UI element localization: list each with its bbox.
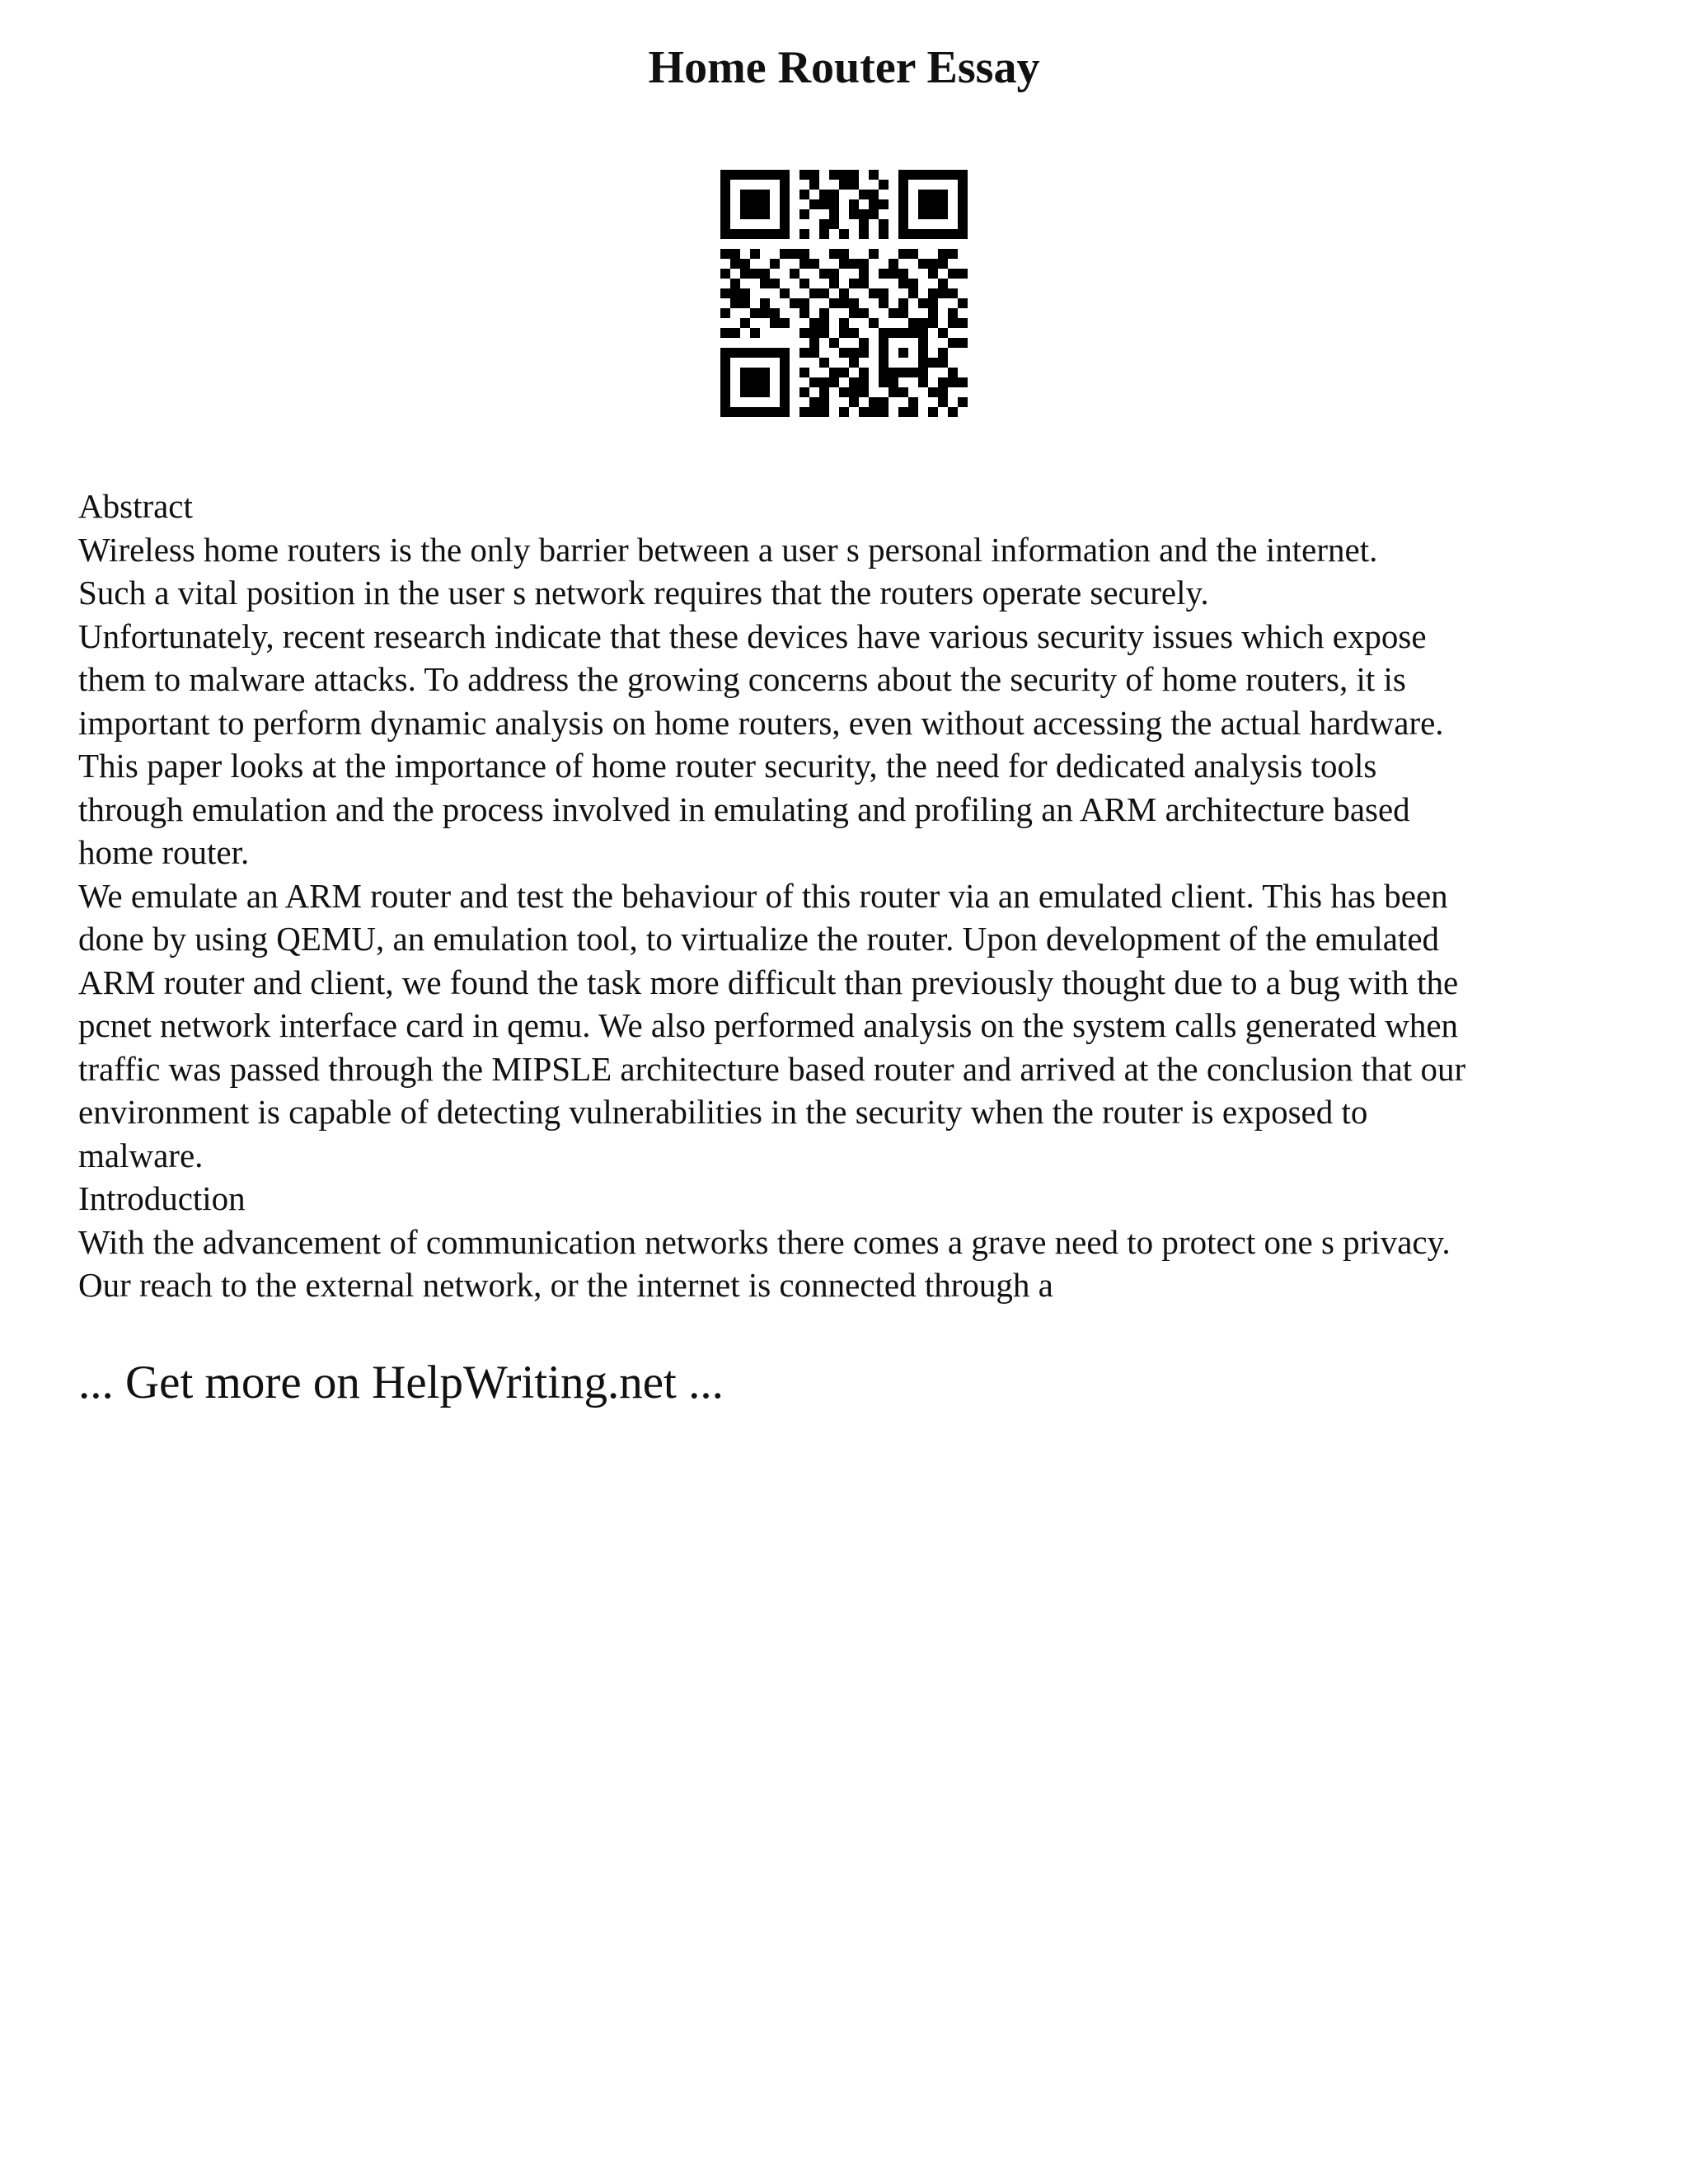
text-line: them to malware attacks. To address the growing concerns about the security of home routers, it is <box>78 660 1406 698</box>
text-line: Such a vital position in the user s network requires that the routers operate securely. <box>78 574 1209 612</box>
text-line: done by using QEMU, an emulation tool, to virtualize the router. Upon development of the emulated <box>78 920 1440 958</box>
section-heading-abstract: Abstract <box>78 487 193 525</box>
section-heading-introduction: Introduction <box>78 1179 246 1217</box>
qr-code-graphic <box>720 170 968 417</box>
page-title: Home Router Essay <box>648 42 1040 93</box>
get-more-link[interactable]: ... Get more on HelpWriting.net ... <box>78 1357 724 1408</box>
text-line: Unfortunately, recent research indicate that these devices have various security issues which expose <box>78 616 1427 655</box>
qr-code-icon <box>720 170 968 417</box>
text-line: traffic was passed through the MIPSLE architecture based router and arrived at the conclusion that our <box>78 1049 1466 1088</box>
text-line: Wireless home routers is the only barrier between a user s personal information and the internet. <box>78 530 1378 569</box>
text-line: through emulation and the process involved in emulating and profiling an ARM architecture based <box>78 790 1410 828</box>
text-line: Our reach to the external network, or the internet is connected through a <box>78 1266 1053 1304</box>
text-line: important to perform dynamic analysis on home routers, even without accessing the actual hardware. <box>78 703 1444 742</box>
text-line: We emulate an ARM router and test the behaviour of this router via an emulated client. This has been <box>78 876 1448 915</box>
text-line: malware. <box>78 1136 204 1174</box>
text-line: pcnet network interface card in qemu. We also performed analysis on the system calls generated when <box>78 1006 1459 1044</box>
text-line: home router. <box>78 833 250 871</box>
text-line: With the advancement of communication networks there comes a grave need to protect one s privacy. <box>78 1222 1451 1261</box>
essay-body <box>78 485 1644 1307</box>
text-line: This paper looks at the importance of home router security, the need for dedicated analysis tools <box>78 747 1377 785</box>
text-line: environment is capable of detecting vulnerabilities in the security when the router is exposed to <box>78 1093 1368 1131</box>
text-line: ARM router and client, we found the task more difficult than previously thought due to a bug with the <box>78 963 1459 1001</box>
